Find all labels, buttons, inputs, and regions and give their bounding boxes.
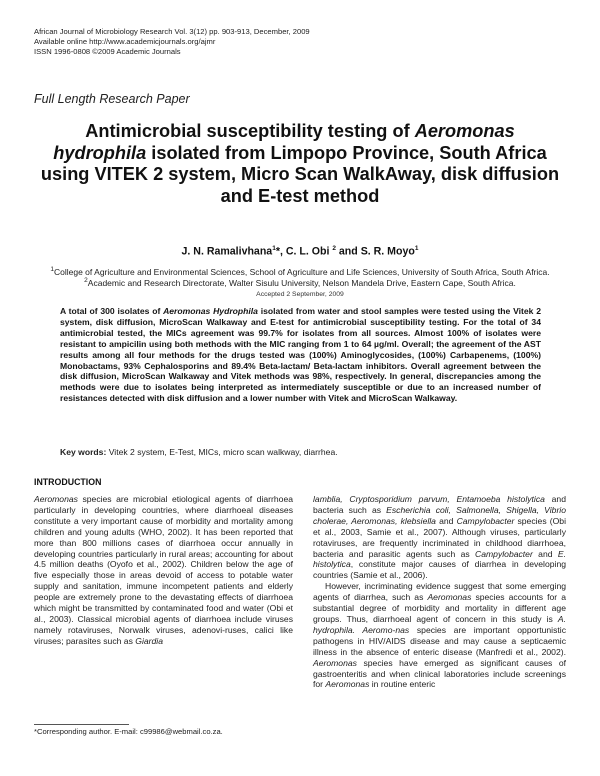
lc-text-1: species are microbial etiological agents of diarrhoea particularly in developing countries, where diarrhoeal diseases constitute a very important cause of morbidity and mortality among children and young adults (WHO, 2002). It has been reported that more than 800 millions cases of diarrhoea occur annually in developing countries particularly in rural areas; accounting for about 4.5 million deaths (Oyofo et al., 2002). Children below the age of five especially those in areas devoid of access to potable water supply and sanitation, immune incompetent patients and elderly people are extremely prone to the devastating effects of diarrhoea which might be transmitted by contaminated food and water (Obi et al., 2003). Classical microbial agents of diarrhoea include viruses namely rotaviruses, Norwalk viruses, adenovi-ruses, calici like viruses; parasites such as — [34, 494, 293, 646]
section-heading-introduction: INTRODUCTION — [34, 477, 102, 487]
rc-text-1: and bacteria such as — [313, 494, 566, 515]
intro-paragraph-1-cont — [313, 494, 566, 581]
intro-paragraph-2 — [313, 581, 566, 690]
rc-italic-5: E. histolytica — [313, 548, 566, 570]
rc-text-2: and — [435, 515, 457, 526]
rc2-text-3: species are important opportunistic pathogens in HIV/AIDS disease and may cause a septicaemic illness in the absence of enteric disease (Manfredi et al., 2002). — [313, 624, 566, 657]
right-column — [313, 494, 566, 690]
affiliation-2-text: Academic and Research Directorate, Walter Sisulu University, Nelson Mandela Drive, Eastern Cape, South Africa. — [87, 277, 516, 288]
author-2: , C. L. Obi — [279, 245, 333, 258]
rc2-italic-3: Aeromonas — [313, 657, 357, 668]
keywords-text: Vitek 2 system, E-Test, MICs, micro scan walkway, diarrhea. — [106, 447, 338, 457]
accepted-date: Accepted 2 September, 2009 — [256, 291, 344, 298]
rc-text-5: , constitute major causes of diarrhea in developing countries (Samie et al., 2006). — [313, 559, 566, 581]
rc2-text-1: However, incriminating evidence suggest that some emerging agents of diarrhea, such as — [313, 581, 566, 603]
lc-italic-1: Aeromonas — [34, 494, 78, 504]
abstract-species: Aeromonas Hydrophila — [163, 306, 258, 316]
rc2-text-5: in routine enteric — [369, 679, 436, 690]
journal-url: Available online http://www.academicjournals.org/ajmr — [34, 37, 216, 46]
author-1: J. N. Ramalivhana — [181, 245, 273, 258]
rc2-italic-1: Aeromonas — [427, 592, 472, 603]
journal-header — [34, 27, 310, 57]
intro-paragraph-1 — [34, 494, 293, 647]
authors — [0, 245, 600, 258]
rc-italic-2: Escherichia coli, Salmonella, Shigella, Vibrio cholerae, Aeromonas, klebsiella — [313, 504, 566, 526]
title-text-1: Antimicrobial susceptibility testing of — [85, 121, 415, 141]
title-text-2: isolated from Limpopo Province, South Africa using VITEK 2 system, Micro Scan WalkAway, disk diffusion and E-test method — [40, 142, 560, 206]
affiliation-1-text: College of Agriculture and Environmental Sciences, School of Agriculture and Life Sciences, University of South Africa, South Africa. — [53, 266, 550, 277]
rc-text-4: and — [532, 548, 558, 559]
author-2-affil: 2 — [332, 245, 336, 252]
author-3: and S. R. Moyo — [335, 245, 415, 258]
rc-italic-1: lamblia, Cryptosporidium parvum, Entamoeba histolytica — [313, 494, 545, 504]
rc2-italic-4: Aeromonas — [325, 679, 370, 690]
keywords — [60, 447, 541, 457]
corresponding-author-footnote: *Corresponding author. E-mail: c99986@webmail.co.za. — [34, 727, 223, 736]
keywords-label: Key words: — [60, 447, 107, 457]
footnote-rule — [34, 724, 129, 725]
paper-type: Full Length Research Paper — [34, 92, 190, 106]
rc-text-3: species (Obi et al., 2003, Samie et al., 2007). Although viruses, particularly rotaviruses, are frequently incriminated in childhood diarrhoea, bacteria and parasitic agents such as — [313, 515, 566, 559]
affiliation-1-number: 1 — [50, 266, 54, 273]
affiliation-2 — [50, 275, 550, 289]
journal-issn: ISSN 1996-0808 ©2009 Academic Journals — [34, 47, 181, 56]
author-3-affil: 1 — [414, 245, 419, 252]
rc2-text-2: species accounts for a substantial degree of morbidity and mortality in different age groups. Thus, diarrhoeal agent of concern in this study is — [313, 592, 566, 624]
rc2-text-4: species have emerged as significant causes of gastroenteritis and when clinical laboratories include screenings for — [313, 657, 566, 690]
journal-citation: African Journal of Microbiology Research Vol. 3(12) pp. 903-913, December, 2009 — [34, 27, 310, 36]
abstract-text-1: A total of 300 isolates of — [60, 306, 164, 316]
abstract — [60, 306, 541, 404]
lc-italic-2: Giardia — [135, 635, 163, 646]
abstract-text-2: isolated from water and stool samples were tested using the Vitek 2 system, disk diffusion, MicroScan Walkaway and E-test for antimicrobial susceptibility testing. For the total of 34 antimicrobial tested, the MICs agreement was 99.7% for isolates from all sources. Almost 100% of isolates were resistant to ampicilin using both methods with the MIC ranging from 1 to 64 µg/ml. Overall; the agreement of the AST results among all four methods for the drugs tested was (100%) Aminoglycosides, (100%) Carbapenems, (100%) Monobactams, 93% Cephalosporins and 89.4% Beta-lactam/ Beta-lactam inhibitors. Overall agreement between the disk diffusion, MicroScan Walkaway and Vitek methods was 98%, respectively. In general, discrepancies among the methods were due to isolates being interpreted as intermediately susceptible or due to an increased number of resistances detected with disk diffusion and a lower number with Vitek and MicroScan Walkaway. — [60, 306, 541, 404]
affiliation-2-number: 2 — [84, 277, 88, 284]
rc-italic-3: Campylobacter — [456, 515, 515, 526]
rc2-italic-2: A. hydrophila. Aeromo-nas — [313, 613, 566, 635]
left-column — [34, 494, 293, 647]
author-1-affil: 1 — [272, 245, 276, 252]
title-species: Aeromonas hydrophila — [53, 121, 515, 163]
corresponding-mark: * — [275, 245, 280, 258]
rc-italic-4: Campylobacter — [475, 548, 533, 559]
paper-title — [40, 121, 560, 207]
